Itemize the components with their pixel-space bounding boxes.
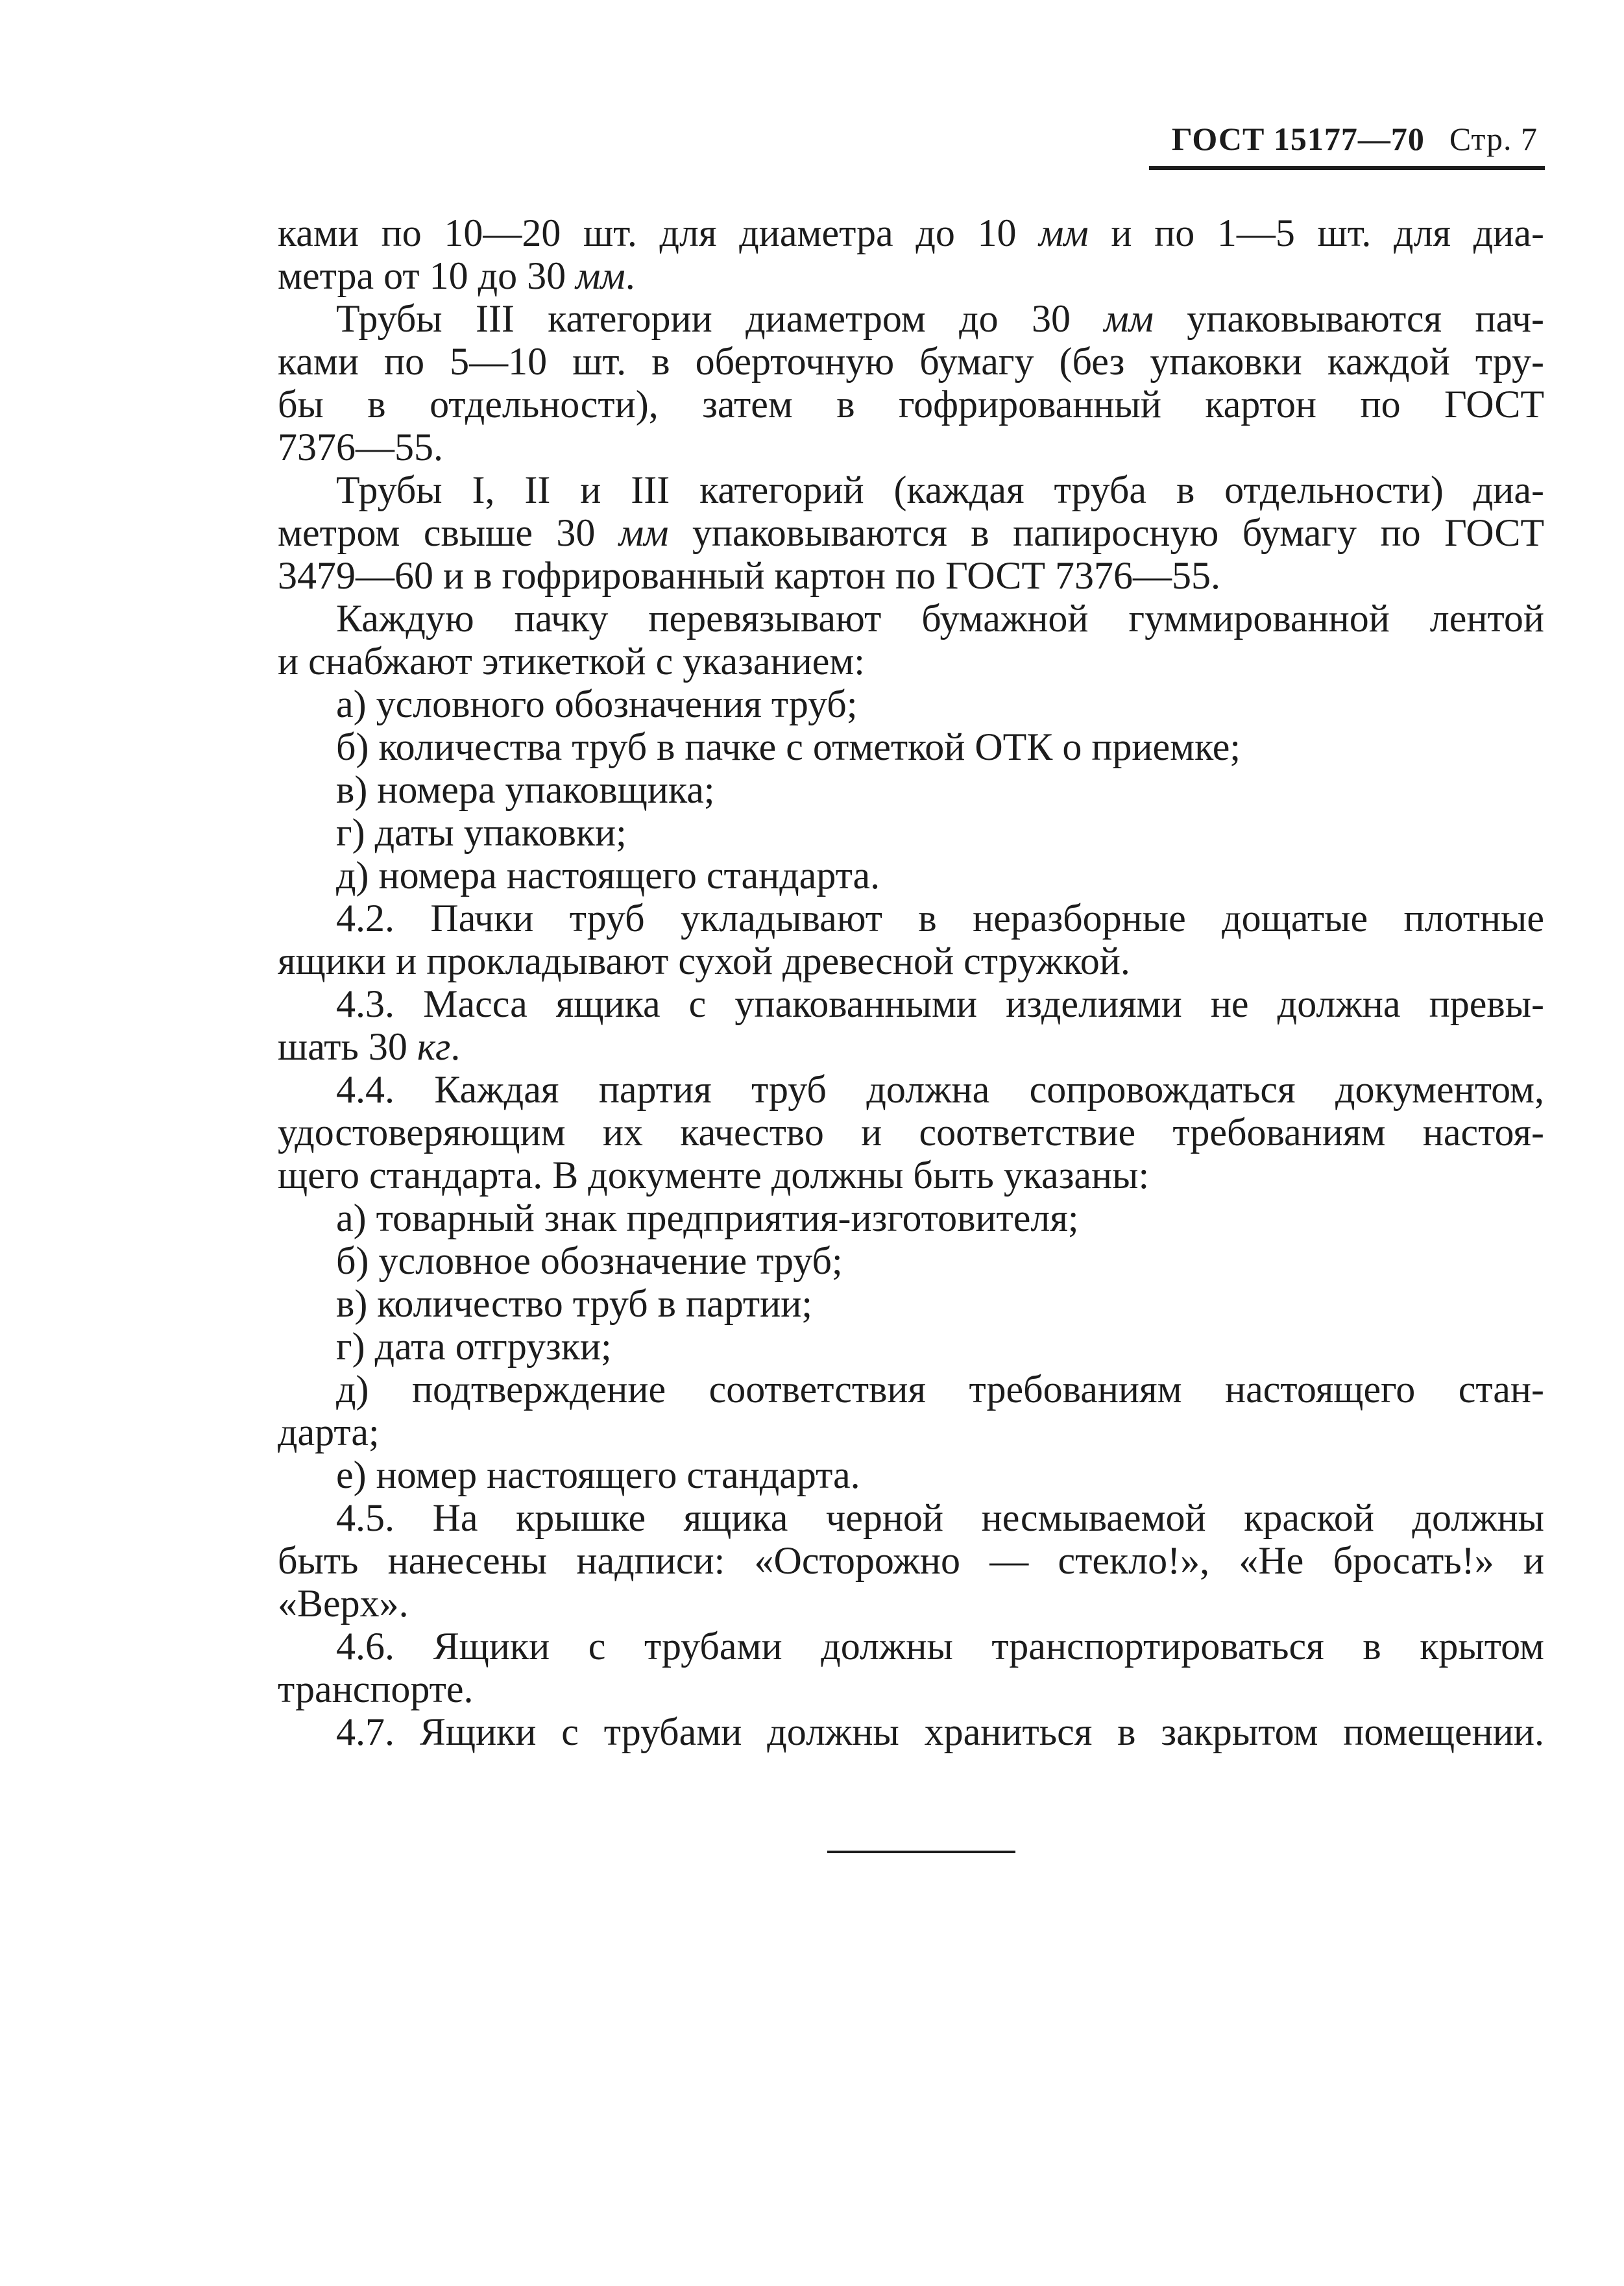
list-item: а) товарный знак предприятия-изготовителя; bbox=[336, 1197, 1079, 1239]
text-line: Трубы I, II и III категорий (каждая труба в отдельности) диа- bbox=[336, 468, 1544, 511]
page-number: Стр. 7 bbox=[1449, 121, 1538, 157]
list-item: е) номер настоящего стандарта. bbox=[336, 1453, 860, 1496]
header-rule bbox=[1149, 166, 1545, 170]
list-item: а) условного обозначения труб; bbox=[336, 683, 858, 725]
list-item: г) даты упаковки; bbox=[336, 811, 627, 854]
list-item: д) подтверждение соответствия требованиям настоящего стан- bbox=[336, 1368, 1544, 1411]
list-item: б) условное обозначение труб; bbox=[336, 1239, 843, 1282]
text-line: метром свыше 30 мм упаковываются в папиросную бумагу по ГОСТ bbox=[278, 511, 1544, 554]
text-line: ками по 10—20 шт. для диаметра до 10 мм и по 1—5 шт. для диа- bbox=[278, 212, 1544, 254]
list-item: г) дата отгрузки; bbox=[336, 1325, 612, 1368]
text-line: шать 30 кг. bbox=[278, 1025, 461, 1068]
text-line: транспорте. bbox=[278, 1668, 474, 1710]
text-line: Трубы III категории диаметром до 30 мм упаковываются пач- bbox=[336, 297, 1544, 340]
body-text bbox=[278, 212, 1544, 1753]
clause-4-3: 4.3. Масса ящика с упакованными изделиями не должна превы- bbox=[336, 982, 1544, 1025]
list-item: д) номера настоящего стандарта. bbox=[336, 854, 880, 897]
text-line: и снабжают этикеткой с указанием: bbox=[278, 640, 865, 683]
text-line: ящики и прокладывают сухой древесной стружкой. bbox=[278, 940, 1130, 982]
list-item: в) номера упаковщика; bbox=[336, 768, 715, 811]
text-line: ками по 5—10 шт. в оберточную бумагу (без упаковки каждой тру- bbox=[278, 340, 1544, 383]
text-line: 3479—60 и в гофрированный картон по ГОСТ 7376—55. bbox=[278, 554, 1221, 597]
text-line: метра от 10 до 30 мм. bbox=[278, 254, 635, 297]
text-line: дарта; bbox=[278, 1411, 380, 1453]
clause-4-5: 4.5. На крышке ящика черной несмываемой краской должны bbox=[336, 1496, 1544, 1539]
list-item: в) количество труб в партии; bbox=[336, 1282, 813, 1325]
text-line: Каждую пачку перевязывают бумажной гуммированной лентой bbox=[336, 597, 1544, 640]
running-header bbox=[1172, 113, 1538, 165]
text-line: бы в отдельности), затем в гофрированный картон по ГОСТ bbox=[278, 383, 1544, 426]
clause-4-6: 4.6. Ящики с трубами должны транспортироваться в крытом bbox=[336, 1625, 1544, 1668]
end-rule bbox=[827, 1851, 1015, 1853]
text-line: 7376—55. bbox=[278, 426, 443, 468]
clause-4-2: 4.2. Пачки труб укладывают в неразборные дощатые плотные bbox=[336, 897, 1544, 940]
list-item: б) количества труб в пачке с отметкой ОТК о приемке; bbox=[336, 725, 1241, 768]
text-line: щего стандарта. В документе должны быть указаны: bbox=[278, 1154, 1150, 1197]
text-line: быть нанесены надписи: «Осторожно — стекло!», «Не бросать!» и bbox=[278, 1539, 1544, 1582]
text-line: «Верх». bbox=[278, 1582, 409, 1625]
standard-number: ГОСТ 15177—70 bbox=[1171, 121, 1425, 157]
text-line: удостоверяющим их качество и соответствие требованиям настоя- bbox=[278, 1111, 1544, 1154]
clause-4-7: 4.7. Ящики с трубами должны храниться в закрытом помещении. bbox=[336, 1710, 1544, 1753]
clause-4-4: 4.4. Каждая партия труб должна сопровождаться документом, bbox=[336, 1068, 1544, 1111]
